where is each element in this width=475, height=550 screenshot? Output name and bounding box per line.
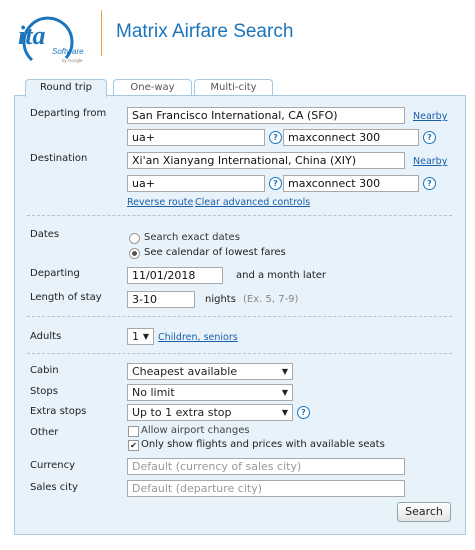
currency-input[interactable]: Default (currency of sales city) xyxy=(127,458,405,475)
adults-label: Adults xyxy=(30,331,62,342)
dates-label: Dates xyxy=(30,229,60,240)
cabin-label: Cabin xyxy=(30,365,59,376)
clear-advanced-link[interactable]: Clear advanced controls xyxy=(195,197,311,208)
adults-select[interactable] xyxy=(127,328,154,345)
departing-from-input[interactable]: San Francisco International, CA (SFO) xyxy=(127,107,405,124)
departing-date-input[interactable]: 11/01/2018 xyxy=(127,267,223,284)
stops-value: No limit xyxy=(132,386,175,399)
chevron-down-icon: ▼ xyxy=(281,408,288,417)
section-divider xyxy=(27,316,452,317)
chevron-down-icon: ▼ xyxy=(281,367,288,376)
departing-carrier-input[interactable]: ua+ xyxy=(127,129,265,146)
extra-stops-select[interactable] xyxy=(127,404,293,421)
allow-airport-checkbox[interactable] xyxy=(128,426,139,437)
cabin-select[interactable] xyxy=(127,363,293,380)
only-available-checkbox[interactable]: ✔ xyxy=(128,440,139,451)
departing-routing-input[interactable]: maxconnect 300 xyxy=(283,129,419,146)
search-form-panel xyxy=(14,95,466,535)
tab-round-trip[interactable]: Round trip xyxy=(25,79,107,97)
departing-from-label: Departing from xyxy=(30,108,107,119)
destination-input[interactable]: Xi'an Xianyang International, China (XIY) xyxy=(127,152,405,169)
stops-label: Stops xyxy=(30,386,58,397)
logo-text: ita xyxy=(18,21,46,50)
stay-example: (Ex. 5, 7-9) xyxy=(243,294,299,305)
destination-routing-input[interactable]: maxconnect 300 xyxy=(283,175,419,192)
only-available-label: Only show flights and prices with available seats xyxy=(141,439,385,450)
cabin-value: Cheapest available xyxy=(132,365,238,378)
calendar-radio[interactable] xyxy=(129,248,140,259)
adults-value: 1 xyxy=(132,330,139,343)
extra-stops-label: Extra stops xyxy=(30,406,87,417)
help-icon[interactable]: ? xyxy=(297,406,310,419)
logo-sub: Software xyxy=(52,47,84,56)
chevron-down-icon: ▼ xyxy=(281,388,288,397)
search-button[interactable]: Search xyxy=(397,502,451,522)
exact-dates-radio[interactable] xyxy=(129,233,140,244)
extra-stops-value: Up to 1 extra stop xyxy=(132,406,232,419)
reverse-route-link[interactable]: Reverse route xyxy=(127,197,194,208)
section-divider xyxy=(27,353,452,354)
exact-dates-label: Search exact dates xyxy=(144,232,240,243)
stops-select[interactable] xyxy=(127,384,293,401)
length-of-stay-input[interactable]: 3-10 xyxy=(127,291,195,308)
length-of-stay-label: Length of stay xyxy=(30,292,102,303)
calendar-label: See calendar of lowest fares xyxy=(144,247,286,258)
currency-label: Currency xyxy=(30,460,76,471)
sales-city-input[interactable]: Default (departure city) xyxy=(127,480,405,497)
ita-software-logo xyxy=(10,8,90,66)
departing-date-note: and a month later xyxy=(236,270,327,281)
sales-city-label: Sales city xyxy=(30,482,78,493)
departing-date-label: Departing xyxy=(30,268,80,279)
nearby-departing-link[interactable]: Nearby xyxy=(413,111,448,122)
nearby-destination-link[interactable]: Nearby xyxy=(413,156,448,167)
nights-label: nights xyxy=(205,294,236,305)
help-icon[interactable]: ? xyxy=(423,131,436,144)
tab-one-way[interactable]: One-way xyxy=(113,79,192,96)
section-divider xyxy=(27,215,452,216)
children-seniors-link[interactable]: Children, seniors xyxy=(158,332,238,343)
destination-label: Destination xyxy=(30,153,88,164)
destination-carrier-input[interactable]: ua+ xyxy=(127,175,265,192)
help-icon[interactable]: ? xyxy=(269,177,282,190)
other-label: Other xyxy=(30,427,59,438)
header-divider xyxy=(101,10,102,56)
allow-airport-label: Allow airport changes xyxy=(141,425,250,436)
help-icon[interactable]: ? xyxy=(423,177,436,190)
help-icon[interactable]: ? xyxy=(269,131,282,144)
logo-by: by Google xyxy=(62,58,83,63)
page-title: Matrix Airfare Search xyxy=(116,21,294,42)
chevron-down-icon: ▼ xyxy=(142,332,149,341)
tab-multi-city[interactable]: Multi-city xyxy=(194,79,273,96)
